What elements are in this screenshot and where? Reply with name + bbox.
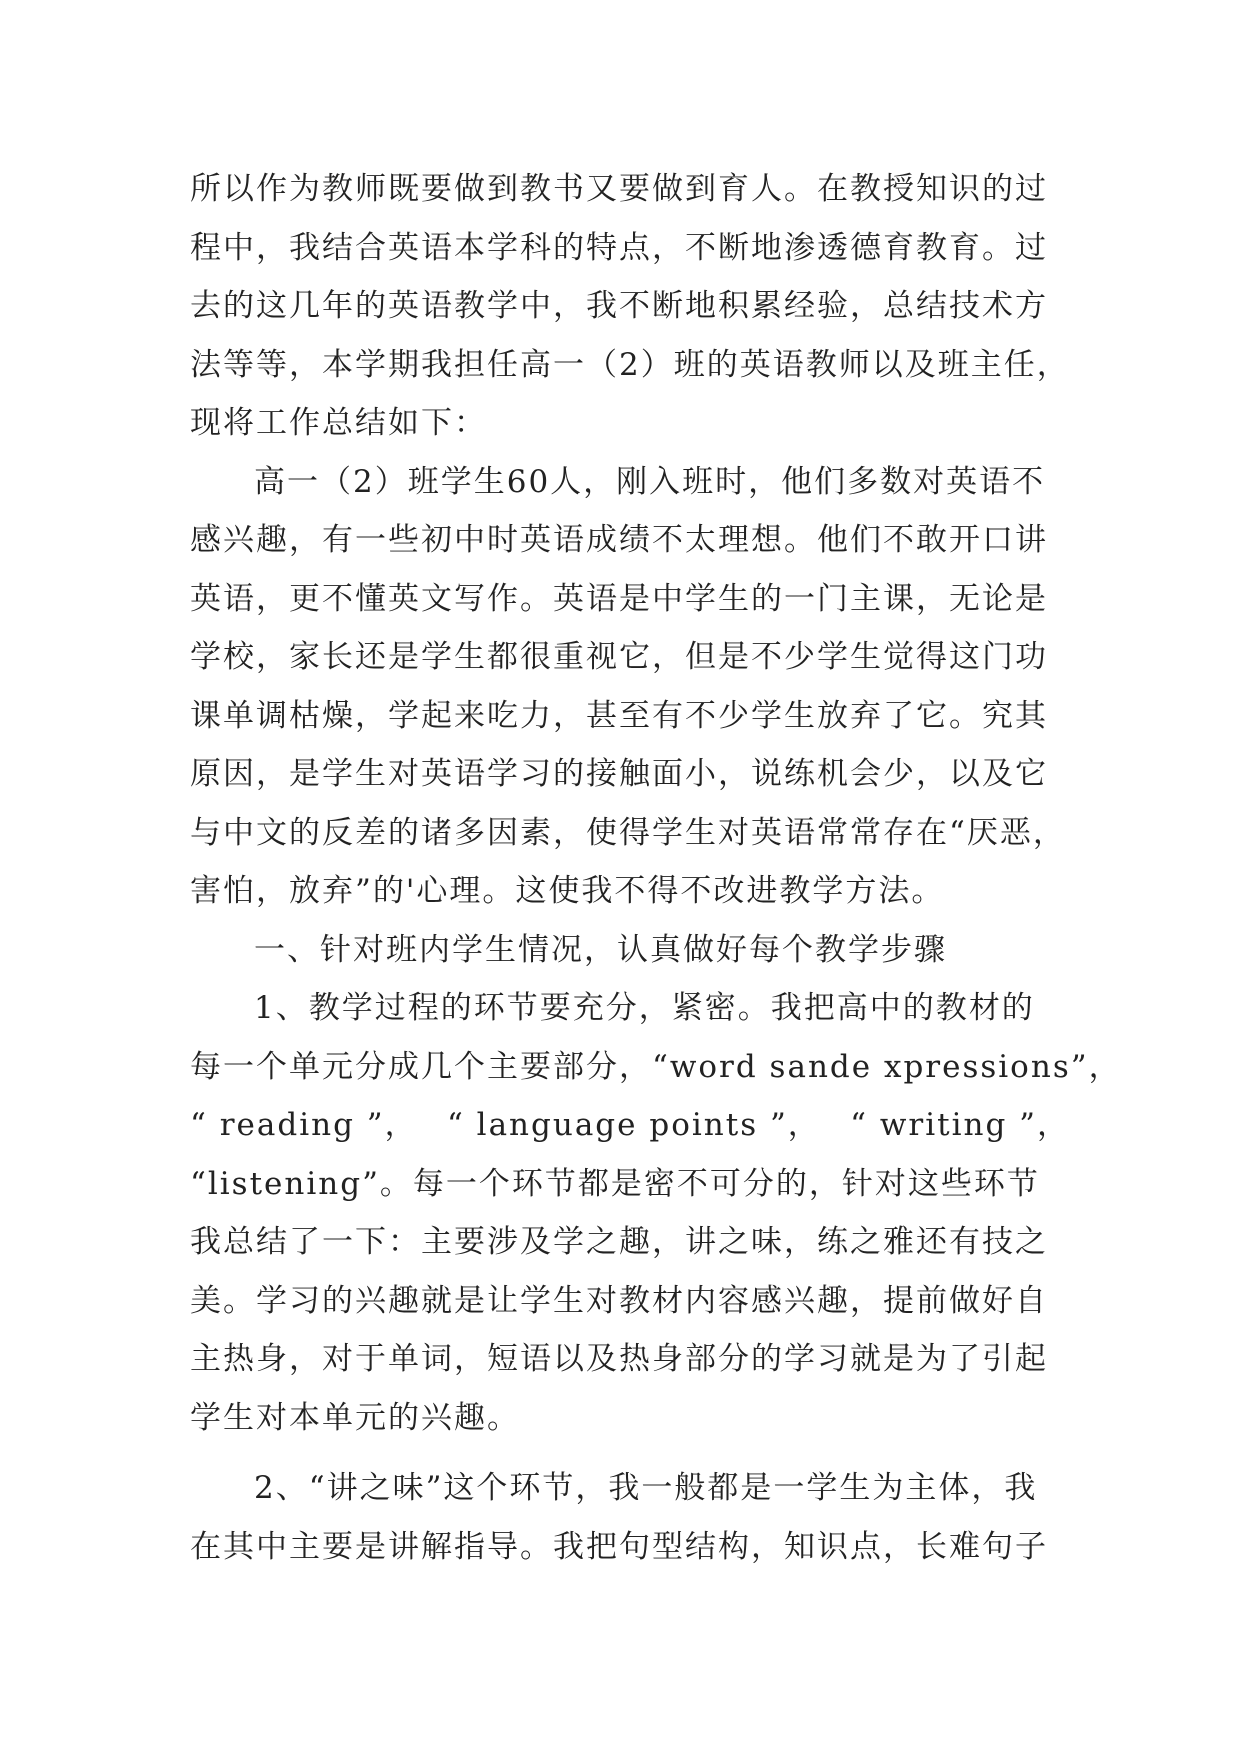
- text-line: 所以作为教师既要做到教书又要做到育人。在教授知识的过: [190, 171, 1048, 207]
- text-line: 主热身，对于单词，短语以及热身部分的学习就是为了引起: [190, 1341, 1048, 1377]
- text-line: 法等等，本学期我担任高一（2）班的英语教师以及班主任，: [190, 346, 1070, 383]
- text-line: 害怕，放弃”的'心理。这使我不得不改进教学方法。: [190, 873, 945, 909]
- paragraph-start-line: 2、“讲之味”这个环节，我一般都是一学生为主体，我: [254, 1470, 1038, 1506]
- term-writing: “ writing ”，: [850, 1107, 1070, 1143]
- justified-text-line: [190, 1096, 1070, 1155]
- text-line: 在其中主要是讲解指导。我把句型结构，知识点，长难句子: [190, 1528, 1048, 1565]
- text-line: 原因，是学生对英语学习的接触面小，说练机会少，以及它: [190, 756, 1048, 792]
- text-line: 感兴趣，有一些初中时英语成绩不太理想。他们不敢开口讲: [190, 522, 1048, 558]
- text-line: 与中文的反差的诸多因素，使得学生对英语常常存在“厌恶，: [190, 814, 1066, 851]
- term-reading: “ reading ”，: [190, 1107, 418, 1143]
- text-line: “listening”。每一个环节都是密不可分的，针对这些环节: [190, 1165, 1040, 1202]
- text-line: 学生对本单元的兴趣。: [190, 1399, 520, 1436]
- text-line: 课单调枯燥，学起来吃力，甚至有不少学生放弃了它。究其: [190, 697, 1048, 734]
- text-line: 我总结了一下：主要涉及学之趣，讲之味，练之雅还有技之: [190, 1224, 1048, 1260]
- paragraph-start-line: 高一（2）班学生60人，刚入班时，他们多数对英语不: [254, 463, 1046, 500]
- text-line: 每一个单元分成几个主要部分，“word sande xpressions”，: [190, 1048, 1122, 1085]
- text-line: 现将工作总结如下：: [190, 405, 487, 441]
- term-language-points: “ language points ”，: [446, 1107, 821, 1143]
- paragraph-start-line: 1、教学过程的环节要充分，紧密。我把高中的教材的: [254, 990, 1035, 1026]
- text-line: 程中，我结合英语本学科的特点，不断地渗透德育教育。过: [190, 229, 1048, 266]
- text-line: 学校，家长还是学生都很重视它，但是不少学生觉得这门功: [190, 639, 1048, 675]
- text-line: 英语，更不懂英文写作。英语是中学生的一门主课，无论是: [190, 580, 1048, 617]
- document-body: [190, 160, 1122, 1576]
- text-line: 美。学习的兴趣就是让学生对教材内容感兴趣，提前做好自: [190, 1282, 1048, 1319]
- text-line: 去的这几年的英语教学中，我不断地积累经验，总结技术方: [190, 288, 1048, 324]
- section-heading: 一、针对班内学生情况，认真做好每个教学步骤: [254, 931, 947, 968]
